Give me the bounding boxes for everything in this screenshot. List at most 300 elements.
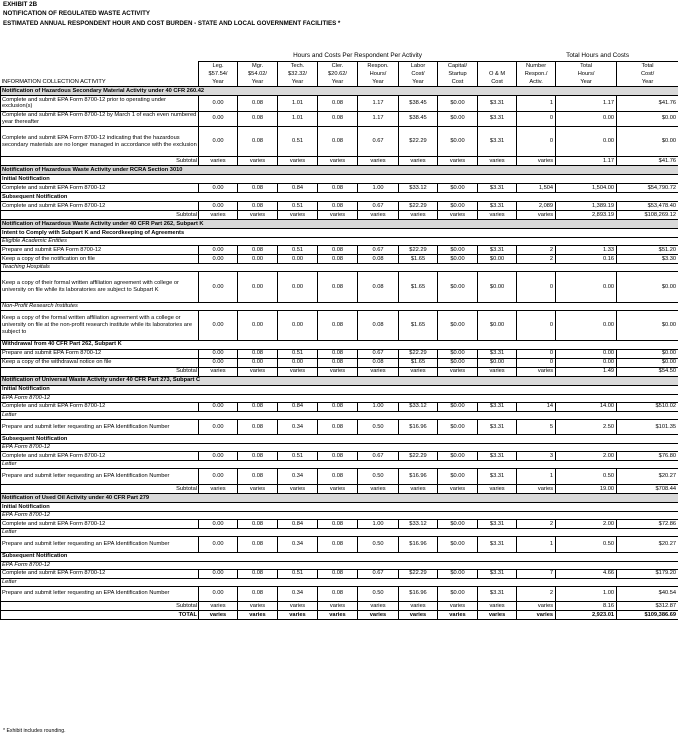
group-header-per-respondent: Hours and Costs Per Respondent Per Activity bbox=[199, 52, 517, 62]
cell-value: 0.00 bbox=[199, 202, 238, 211]
cell-value: varies bbox=[318, 611, 358, 620]
cell-value: 1.17 bbox=[358, 96, 399, 112]
cell-value: 0 bbox=[517, 349, 556, 358]
category-label: Non-Profit Research Institutes bbox=[1, 302, 678, 310]
cell-value: 0.08 bbox=[318, 536, 358, 552]
cell-value: $3.31 bbox=[478, 469, 517, 485]
cell-value: varies bbox=[358, 211, 399, 220]
table-row bbox=[1, 452, 678, 461]
table-row bbox=[1, 419, 678, 435]
column-header: $32.32/ bbox=[278, 70, 318, 78]
cell-value: 0.00 bbox=[278, 272, 318, 302]
cell-value: $16.96 bbox=[399, 469, 438, 485]
cell-value: 14 bbox=[517, 402, 556, 411]
subtotal-row bbox=[1, 484, 678, 493]
cell-value: 0.00 bbox=[556, 127, 617, 157]
column-header: Activ. bbox=[517, 78, 556, 87]
cell-value: $0.00 bbox=[438, 96, 478, 112]
cell-value: varies bbox=[517, 611, 556, 620]
column-header: Labor bbox=[399, 62, 438, 71]
subsection-title: Subsequent Notification bbox=[1, 193, 678, 202]
cell-value: varies bbox=[199, 157, 238, 166]
table-row bbox=[1, 202, 678, 211]
cell-value: $38.45 bbox=[399, 96, 438, 112]
cell-value: varies bbox=[438, 367, 478, 376]
cell-value: $0.00 bbox=[617, 272, 678, 302]
table-row bbox=[1, 402, 678, 411]
column-header: Cost bbox=[438, 78, 478, 87]
cell-value: 2 bbox=[517, 246, 556, 255]
subtotal-row bbox=[1, 367, 678, 376]
cell-value: $0.00 bbox=[438, 402, 478, 411]
cell-value: varies bbox=[199, 602, 238, 611]
table-row bbox=[1, 96, 678, 112]
section-header-row bbox=[1, 220, 678, 229]
table-header bbox=[1, 52, 678, 87]
subsection-header-row bbox=[1, 193, 678, 202]
cell-value: $1.65 bbox=[399, 272, 438, 302]
activity-label: Keep a copy of the formal written affiliation agreement with a college or university on file at the non-profit research institute while its laboratories are subject to bbox=[1, 310, 199, 340]
cell-value: 0.00 bbox=[556, 111, 617, 127]
cell-value: 0.08 bbox=[358, 272, 399, 302]
cell-value: $3.31 bbox=[478, 452, 517, 461]
column-header: Year bbox=[318, 78, 358, 87]
column-header: Leg. bbox=[199, 62, 238, 71]
table-row bbox=[1, 111, 678, 127]
cell-value: $3.30 bbox=[617, 255, 678, 264]
cell-value: $40.54 bbox=[617, 586, 678, 602]
cell-value: varies bbox=[399, 602, 438, 611]
subsection-header-row bbox=[1, 385, 678, 394]
cell-value: varies bbox=[399, 611, 438, 620]
table-row bbox=[1, 586, 678, 602]
cell-value: $3.31 bbox=[478, 202, 517, 211]
section-title: Notification of Hazardous Waste Activity under RCRA Section 3010 bbox=[1, 166, 678, 175]
cell-value: $179.20 bbox=[617, 569, 678, 578]
cell-value: $0.00 bbox=[438, 569, 478, 578]
cell-value: varies bbox=[438, 157, 478, 166]
cell-value: $3.31 bbox=[478, 96, 517, 112]
cell-value: 0.08 bbox=[238, 452, 278, 461]
cell-value: $0.00 bbox=[478, 310, 517, 340]
column-header: O & M bbox=[478, 70, 517, 78]
section-title: Notification of Hazardous Waste Activity under 40 CFR Part 262, Subpart K bbox=[1, 220, 678, 229]
table-row bbox=[1, 255, 678, 264]
cell-value: $16.96 bbox=[399, 536, 438, 552]
row-label: Subtotal bbox=[1, 602, 199, 611]
section-header-row bbox=[1, 87, 678, 96]
cell-value: $3.31 bbox=[478, 536, 517, 552]
cell-value: varies bbox=[358, 367, 399, 376]
cell-value: 0.00 bbox=[199, 96, 238, 112]
cell-value: 0.08 bbox=[318, 402, 358, 411]
cell-value: 0.00 bbox=[199, 111, 238, 127]
cell-value: varies bbox=[318, 602, 358, 611]
table-row bbox=[1, 469, 678, 485]
cell-value: $0.00 bbox=[438, 184, 478, 193]
category-row bbox=[1, 461, 678, 469]
cell-value: 8.16 bbox=[556, 602, 617, 611]
cell-value: varies bbox=[199, 367, 238, 376]
table-row bbox=[1, 569, 678, 578]
cell-value: 2 bbox=[517, 519, 556, 528]
cell-value: 0.08 bbox=[318, 349, 358, 358]
cell-value: $0.00 bbox=[438, 272, 478, 302]
column-header: $57.54/ bbox=[199, 70, 238, 78]
cell-value: 0.08 bbox=[318, 310, 358, 340]
cell-value: varies bbox=[238, 367, 278, 376]
column-header: $54.02/ bbox=[238, 70, 278, 78]
column-header: Cost bbox=[478, 78, 517, 87]
document-subtitle: ESTIMATED ANNUAL RESPONDENT HOUR AND COST BURDEN - STATE AND LOCAL GOVERNMENT FACILITIES * bbox=[3, 20, 341, 27]
cell-value: $0.00 bbox=[438, 358, 478, 367]
column-header: Hours/ bbox=[556, 70, 617, 78]
table-row bbox=[1, 246, 678, 255]
cell-value: 0.08 bbox=[238, 246, 278, 255]
cell-value: 1.49 bbox=[556, 367, 617, 376]
cell-value: $3.31 bbox=[478, 586, 517, 602]
cell-value: varies bbox=[238, 211, 278, 220]
cell-value: $3.31 bbox=[478, 519, 517, 528]
activity-label: Complete and submit EPA Form 8700-12 bbox=[1, 452, 199, 461]
cell-value: $38.45 bbox=[399, 111, 438, 127]
cell-value: 0.08 bbox=[318, 255, 358, 264]
activity-label: Complete and submit EPA Form 8700-12 bbox=[1, 569, 199, 578]
subsection-title: Initial Notification bbox=[1, 502, 678, 511]
cell-value: 0.08 bbox=[318, 569, 358, 578]
cell-value: $0.00 bbox=[438, 255, 478, 264]
column-header: Total bbox=[617, 62, 678, 71]
subsection-header-row bbox=[1, 340, 678, 349]
cell-value: 1.33 bbox=[556, 246, 617, 255]
activity-label: Complete and submit EPA Form 8700-12 by March 1 of each even numbered year thereafter bbox=[1, 111, 199, 127]
cell-value: 1.00 bbox=[358, 184, 399, 193]
column-header: Tech. bbox=[278, 62, 318, 71]
category-label: EPA Form 8700-12 bbox=[1, 444, 678, 452]
footnote: * Exhibit includes rounding. bbox=[3, 728, 66, 734]
category-row bbox=[1, 528, 678, 536]
cell-value: $708.44 bbox=[617, 484, 678, 493]
cell-value: 7 bbox=[517, 569, 556, 578]
cell-value: varies bbox=[399, 157, 438, 166]
cell-value: $0.00 bbox=[478, 358, 517, 367]
cell-value: 0.08 bbox=[238, 569, 278, 578]
section-header-row bbox=[1, 376, 678, 385]
table-row bbox=[1, 127, 678, 157]
cell-value: $109,386.69 bbox=[617, 611, 678, 620]
cell-value: 0 bbox=[517, 111, 556, 127]
cell-value: $22.29 bbox=[399, 349, 438, 358]
cell-value: 0.00 bbox=[278, 310, 318, 340]
activity-label: Complete and submit EPA Form 8700-12 prior to operating under exclusion(s) bbox=[1, 96, 199, 112]
cell-value: 0.00 bbox=[556, 349, 617, 358]
column-header: Total bbox=[556, 62, 617, 71]
cell-value: 0.50 bbox=[358, 586, 399, 602]
row-label: Subtotal bbox=[1, 367, 199, 376]
cell-value: $3.31 bbox=[478, 569, 517, 578]
cell-value: varies bbox=[199, 611, 238, 620]
cell-value: 0.67 bbox=[358, 202, 399, 211]
cell-value: 0.00 bbox=[278, 255, 318, 264]
cell-value: 0.51 bbox=[278, 246, 318, 255]
cell-value: $1.65 bbox=[399, 255, 438, 264]
section-header-row bbox=[1, 166, 678, 175]
cell-value: 0.00 bbox=[199, 569, 238, 578]
cell-value: varies bbox=[478, 611, 517, 620]
cell-value: $16.96 bbox=[399, 586, 438, 602]
cell-value: 0 bbox=[517, 127, 556, 157]
category-label: EPA Form 8700-12 bbox=[1, 561, 678, 569]
cell-value: varies bbox=[478, 602, 517, 611]
activity-label: Prepare and submit letter requesting an EPA Identification Number bbox=[1, 586, 199, 602]
column-header: Mgr. bbox=[238, 62, 278, 71]
category-row bbox=[1, 264, 678, 272]
column-header: $20.62/ bbox=[318, 70, 358, 78]
activity-label: Complete and submit EPA Form 8700-12 bbox=[1, 402, 199, 411]
cell-value: 0.00 bbox=[238, 272, 278, 302]
cell-value: varies bbox=[318, 211, 358, 220]
cell-value: varies bbox=[278, 484, 318, 493]
cell-value: varies bbox=[438, 602, 478, 611]
cell-value: 0.08 bbox=[238, 536, 278, 552]
cell-value: 1,504.00 bbox=[556, 184, 617, 193]
cell-value: 0.08 bbox=[318, 111, 358, 127]
section-title: Notification of Used Oil Activity under 40 CFR Part 279 bbox=[1, 493, 678, 502]
cell-value: 2.00 bbox=[556, 519, 617, 528]
cell-value: $510.02 bbox=[617, 402, 678, 411]
cell-value: $22.29 bbox=[399, 202, 438, 211]
column-header: Capital/ bbox=[438, 62, 478, 71]
column-header bbox=[478, 62, 517, 71]
cell-value: varies bbox=[278, 367, 318, 376]
activity-label: Complete and submit EPA Form 8700-12 indicating that the hazardous secondary materials are no longer managed in accordance with the exclusion bbox=[1, 127, 199, 157]
cell-value: 0.08 bbox=[238, 184, 278, 193]
total-row bbox=[1, 611, 678, 620]
cell-value: varies bbox=[358, 602, 399, 611]
cell-value: varies bbox=[399, 484, 438, 493]
cell-value: 0.00 bbox=[556, 310, 617, 340]
cell-value: 0.00 bbox=[238, 358, 278, 367]
cell-value: 0.51 bbox=[278, 202, 318, 211]
column-header: Number bbox=[517, 62, 556, 71]
column-header: Year bbox=[238, 78, 278, 87]
cell-value: 0.34 bbox=[278, 419, 318, 435]
cell-value: 0.08 bbox=[318, 586, 358, 602]
cell-value: 0.08 bbox=[318, 519, 358, 528]
table-row bbox=[1, 272, 678, 302]
cell-value: 0.50 bbox=[358, 419, 399, 435]
cell-value: 0.00 bbox=[238, 310, 278, 340]
table-body bbox=[1, 87, 678, 620]
cell-value: 2,923.01 bbox=[556, 611, 617, 620]
row-label: Subtotal bbox=[1, 211, 199, 220]
table-row bbox=[1, 358, 678, 367]
cell-value: varies bbox=[358, 484, 399, 493]
cell-value: 0.00 bbox=[238, 255, 278, 264]
column-header: Year bbox=[358, 78, 399, 87]
column-header: Cler. bbox=[318, 62, 358, 71]
cell-value: 1.17 bbox=[556, 157, 617, 166]
cell-value: varies bbox=[278, 611, 318, 620]
group-header-total: Total Hours and Costs bbox=[517, 52, 678, 62]
cell-value: $0.00 bbox=[478, 272, 517, 302]
section-title: Notification of Universal Waste Activity under 40 CFR Part 273, Subpart C bbox=[1, 376, 678, 385]
subsection-header-row bbox=[1, 435, 678, 444]
cell-value: $51.20 bbox=[617, 246, 678, 255]
cell-value: $33.12 bbox=[399, 519, 438, 528]
cell-value: $3.31 bbox=[478, 184, 517, 193]
cell-value: 0.08 bbox=[318, 469, 358, 485]
activity-column-header: INFORMATION COLLECTION ACTIVITY bbox=[1, 78, 199, 87]
cell-value: 0.50 bbox=[358, 536, 399, 552]
activity-label: Complete and submit EPA Form 8700-12 bbox=[1, 184, 199, 193]
cell-value: varies bbox=[438, 484, 478, 493]
cell-value: 0.00 bbox=[199, 184, 238, 193]
cell-value: 0.00 bbox=[199, 246, 238, 255]
column-header: Year bbox=[617, 78, 678, 87]
cell-value: 0.67 bbox=[358, 349, 399, 358]
cell-value: 0.08 bbox=[318, 246, 358, 255]
activity-label: Prepare and submit letter requesting an EPA Identification Number bbox=[1, 469, 199, 485]
category-label: EPA Form 8700-12 bbox=[1, 394, 678, 402]
cell-value: 2.50 bbox=[556, 419, 617, 435]
subsection-title: Withdrawal from 40 CFR Part 262, Subpart K bbox=[1, 340, 678, 349]
cell-value: $33.12 bbox=[399, 402, 438, 411]
activity-label: Prepare and submit EPA Form 8700-12 bbox=[1, 246, 199, 255]
cell-value: $0.00 bbox=[438, 111, 478, 127]
subsection-title: Intent to Comply with Subpart K and Recordkeeping of Agreements bbox=[1, 229, 678, 238]
cell-value: varies bbox=[517, 367, 556, 376]
cell-value: varies bbox=[478, 211, 517, 220]
cell-value: $0.00 bbox=[438, 586, 478, 602]
cell-value: 2 bbox=[517, 586, 556, 602]
cell-value: 0.00 bbox=[199, 519, 238, 528]
column-header: Year bbox=[278, 78, 318, 87]
exhibit-label: EXHIBIT 2B bbox=[3, 1, 38, 8]
category-row bbox=[1, 511, 678, 519]
cell-value: varies bbox=[399, 367, 438, 376]
cell-value: $0.00 bbox=[478, 255, 517, 264]
cell-value: 0.00 bbox=[199, 358, 238, 367]
cell-value: 0 bbox=[517, 272, 556, 302]
cell-value: 0.00 bbox=[556, 358, 617, 367]
cell-value: 0.00 bbox=[199, 536, 238, 552]
cell-value: 0.08 bbox=[238, 586, 278, 602]
cell-value: varies bbox=[358, 611, 399, 620]
column-header: Hours/ bbox=[358, 70, 399, 78]
cell-value: varies bbox=[318, 484, 358, 493]
cell-value: 1.01 bbox=[278, 96, 318, 112]
cell-value: 14.00 bbox=[556, 402, 617, 411]
category-label: Letter bbox=[1, 411, 678, 419]
activity-label: Keep a copy of the notification on file bbox=[1, 255, 199, 264]
cell-value: varies bbox=[278, 157, 318, 166]
cell-value: 19.00 bbox=[556, 484, 617, 493]
subsection-header-row bbox=[1, 502, 678, 511]
cell-value: varies bbox=[238, 602, 278, 611]
cell-value: 0.84 bbox=[278, 519, 318, 528]
column-header: Year bbox=[556, 78, 617, 87]
cell-value: 0.00 bbox=[199, 469, 238, 485]
cell-value: 1,504 bbox=[517, 184, 556, 193]
subsection-title: Initial Notification bbox=[1, 385, 678, 394]
cell-value: varies bbox=[199, 211, 238, 220]
cell-value: $101.35 bbox=[617, 419, 678, 435]
cell-value: 0.00 bbox=[199, 127, 238, 157]
cell-value: 2.00 bbox=[556, 452, 617, 461]
cell-value: 2,089 bbox=[517, 202, 556, 211]
cell-value: 0.08 bbox=[318, 452, 358, 461]
cell-value: 0.08 bbox=[318, 184, 358, 193]
cell-value: 0.00 bbox=[199, 349, 238, 358]
cell-value: 5 bbox=[517, 419, 556, 435]
cell-value: $3.31 bbox=[478, 246, 517, 255]
table-row bbox=[1, 519, 678, 528]
category-label: Letter bbox=[1, 528, 678, 536]
cell-value: varies bbox=[238, 484, 278, 493]
cell-value: 0.00 bbox=[199, 402, 238, 411]
cell-value: 0 bbox=[517, 310, 556, 340]
category-row bbox=[1, 238, 678, 246]
cell-value: varies bbox=[478, 367, 517, 376]
subsection-title: Subsequent Notification bbox=[1, 552, 678, 561]
cell-value: $0.00 bbox=[438, 519, 478, 528]
cell-value: 3 bbox=[517, 452, 556, 461]
table-row bbox=[1, 349, 678, 358]
activity-label: Complete and submit EPA Form 8700-12 bbox=[1, 519, 199, 528]
table-row bbox=[1, 536, 678, 552]
category-row bbox=[1, 561, 678, 569]
cell-value: 1.00 bbox=[358, 519, 399, 528]
subtotal-row bbox=[1, 602, 678, 611]
cell-value: 0.08 bbox=[318, 127, 358, 157]
category-label: Teaching Hospitals bbox=[1, 264, 678, 272]
cell-value: varies bbox=[318, 157, 358, 166]
cell-value: 0.34 bbox=[278, 586, 318, 602]
cell-value: 0.08 bbox=[238, 202, 278, 211]
table-row bbox=[1, 184, 678, 193]
cell-value: 0.08 bbox=[358, 358, 399, 367]
cell-value: $0.00 bbox=[438, 536, 478, 552]
row-label: Subtotal bbox=[1, 157, 199, 166]
cell-value: $22.29 bbox=[399, 452, 438, 461]
category-row bbox=[1, 394, 678, 402]
cell-value: varies bbox=[517, 602, 556, 611]
category-row bbox=[1, 411, 678, 419]
cell-value: 0.67 bbox=[358, 246, 399, 255]
category-label: Letter bbox=[1, 461, 678, 469]
cell-value: varies bbox=[517, 157, 556, 166]
subtotal-row bbox=[1, 157, 678, 166]
cell-value: varies bbox=[399, 211, 438, 220]
cell-value: 0.67 bbox=[358, 452, 399, 461]
cell-value: 0.51 bbox=[278, 127, 318, 157]
cell-value: $3.31 bbox=[478, 349, 517, 358]
cell-value: 1 bbox=[517, 96, 556, 112]
cell-value: 0.00 bbox=[199, 310, 238, 340]
cell-value: 0.08 bbox=[318, 272, 358, 302]
cell-value: 1 bbox=[517, 469, 556, 485]
activity-label: Keep a copy of the withdrawal notice on file bbox=[1, 358, 199, 367]
cell-value: 0.08 bbox=[318, 358, 358, 367]
cell-value: $0.00 bbox=[617, 310, 678, 340]
category-label: Letter bbox=[1, 578, 678, 586]
cell-value: varies bbox=[478, 157, 517, 166]
cell-value: 0.67 bbox=[358, 569, 399, 578]
cell-value: 0.00 bbox=[199, 272, 238, 302]
cell-value: 0.00 bbox=[199, 586, 238, 602]
section-title: Notification of Hazardous Secondary Material Activity under 40 CFR 260.42 bbox=[1, 87, 678, 96]
